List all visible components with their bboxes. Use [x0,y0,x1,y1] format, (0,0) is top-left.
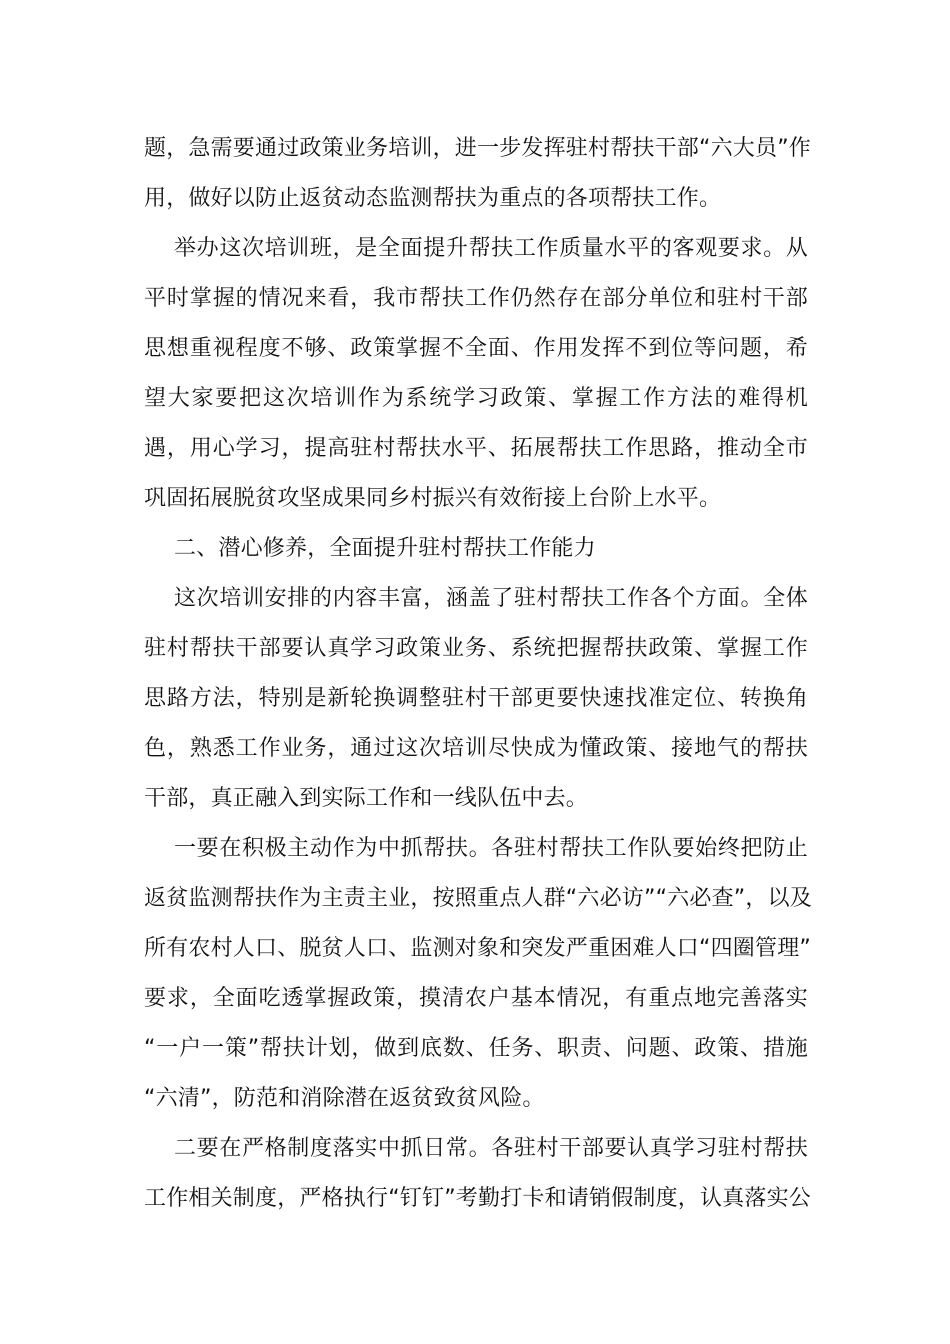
text-line: 要求，全面吃透掌握政策，摸清农户基本情况，有重点地完善落实 [144,986,808,1011]
text-line: “一户一策”帮扶计划，做到底数、任务、职责、问题、政策、措施 [144,1036,808,1061]
text-line: 返贫监测帮扶作为主责主业，按照重点人群“六必访”“六必查”，以及 [144,886,812,911]
text-line: 一要在积极主动作为中抓帮扶。各驻村帮扶工作队要始终把防止 [174,836,808,861]
text-line: 题，急需要通过政策业务培训，进一步发挥驻村帮扶干部“六大员”作 [144,136,811,161]
text-line: 思路方法，特别是新轮换调整驻村干部更要快速找准定位、转换角 [144,686,808,711]
text-line: 望大家要把这次培训作为系统学习政策、掌握工作方法的难得机 [144,386,808,411]
text-line: 二、潜心修养，全面提升驻村帮扶工作能力 [174,536,596,561]
text-line: 所有农村人口、脱贫人口、监测对象和突发严重困难人口“四圈管理” [144,936,811,961]
text-line: 色，熟悉工作业务，通过这次培训尽快成为懂政策、接地气的帮扶 [144,736,808,761]
text-line: 巩固拓展脱贫攻坚成果同乡村振兴有效衔接上台阶上水平。 [144,486,722,511]
text-line: 工作相关制度，严格执行“钉钉”考勤打卡和请销假制度，认真落实公 [144,1186,811,1211]
text-line: 这次培训安排的内容丰富，涵盖了驻村帮扶工作各个方面。全体 [174,586,808,611]
text-line: 驻村帮扶干部要认真学习政策业务、系统把握帮扶政策、掌握工作 [144,636,808,661]
text-line: 干部，真正融入到实际工作和一线队伍中去。 [144,786,589,811]
text-line: “六清”，防范和消除潜在返贫致贫风险。 [144,1086,545,1111]
text-line: 思想重视程度不够、政策掌握不全面、作用发挥不到位等问题，希 [144,336,808,361]
text-line: 用，做好以防止返贫动态监测帮扶为重点的各项帮扶工作。 [144,186,722,211]
document-page [144,124,812,1224]
text-line: 平时掌握的情况来看，我市帮扶工作仍然存在部分单位和驻村干部 [144,286,808,311]
text-line: 二要在严格制度落实中抓日常。各驻村干部要认真学习驻村帮扶 [174,1136,808,1161]
text-line: 举办这次培训班，是全面提升帮扶工作质量水平的客观要求。从 [174,236,808,261]
text-line: 遇，用心学习，提高驻村帮扶水平、拓展帮扶工作思路，推动全市 [144,436,808,461]
